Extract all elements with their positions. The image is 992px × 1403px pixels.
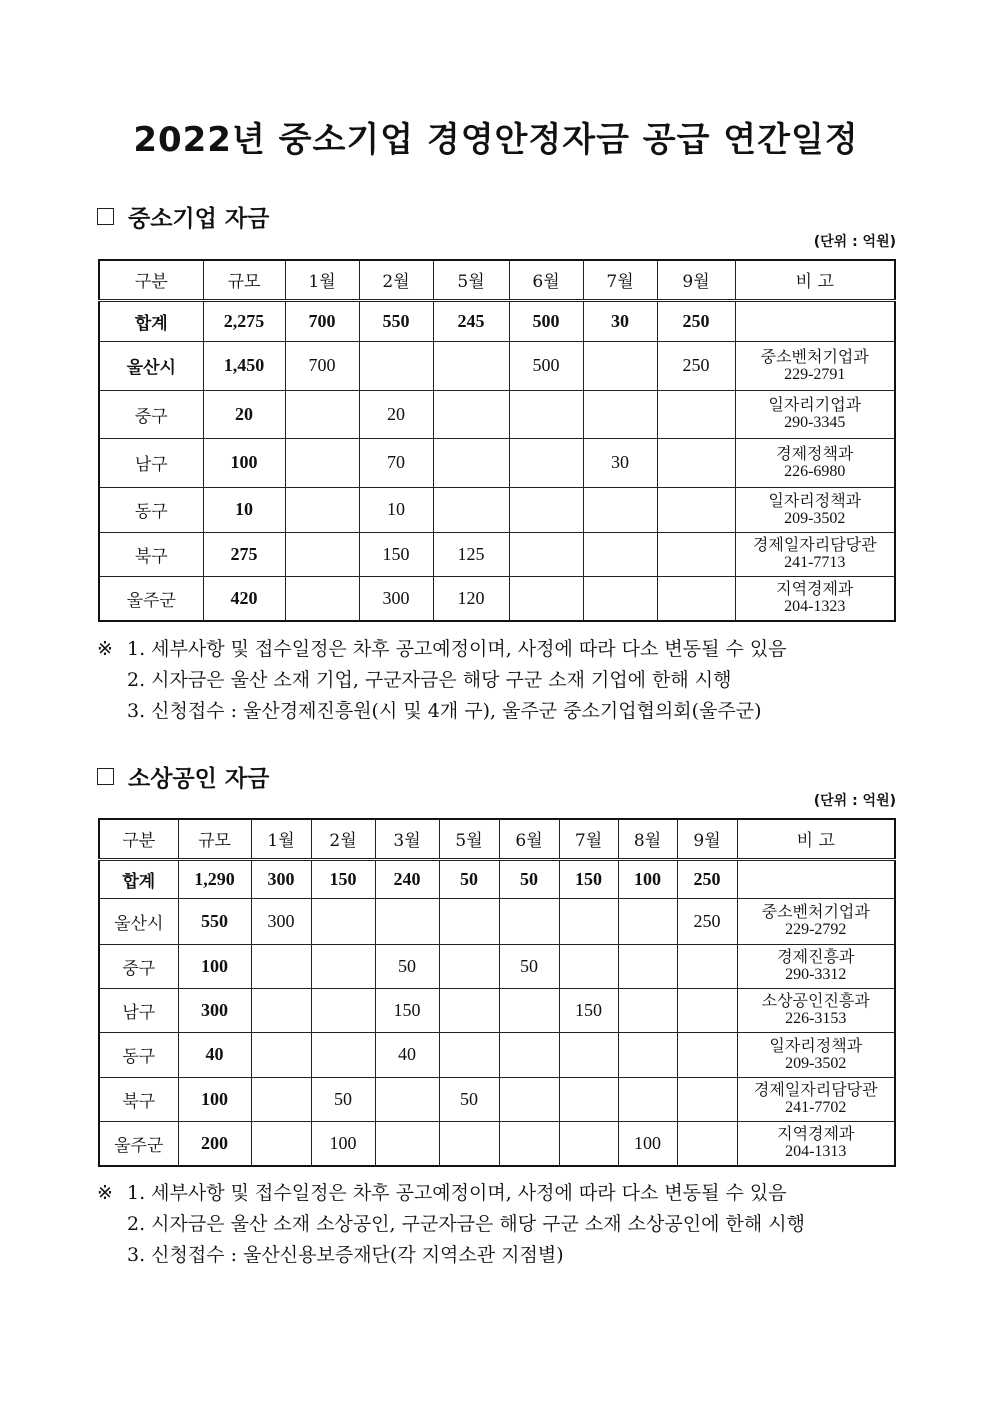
amount-cell [439,988,499,1032]
sme-fund-table [98,259,896,622]
table-row [99,1121,895,1166]
note-indent [97,1209,127,1240]
note-line [97,634,897,665]
column-header: 규모 [203,260,285,300]
column-header: 규모 [178,819,251,859]
table-row [99,1077,895,1121]
amount-cell: 30 [583,438,657,487]
phone-number: 209-3502 [785,1054,847,1072]
amount-cell [618,1032,677,1077]
amount-cell [251,988,311,1032]
amount-cell: 20 [203,390,285,438]
remark-cell [735,532,895,576]
amount-cell: 500 [509,300,583,341]
table-row [99,390,895,438]
amount-cell [657,390,735,438]
column-header: 7월 [559,819,618,859]
amount-cell: 250 [677,898,737,944]
amount-cell: 1,450 [203,341,285,390]
phone-number: 290-3312 [785,966,847,983]
table-row [99,1032,895,1077]
table-row [99,944,895,988]
amount-cell: 50 [311,1077,375,1121]
total-row [99,859,895,898]
row-label: 북구 [99,1077,178,1121]
amount-cell: 550 [178,898,251,944]
department-name: 일자리정책과 [769,1035,863,1055]
amount-cell: 10 [359,487,433,532]
amount-cell: 300 [359,576,433,621]
row-label: 울산시 [99,898,178,944]
checkbox-square-icon [97,208,114,225]
amount-cell [559,1077,618,1121]
amount-cell [285,487,359,532]
amount-cell [657,487,735,532]
amount-cell [583,576,657,621]
amount-cell [433,341,509,390]
amount-cell: 275 [203,532,285,576]
amount-cell [559,1121,618,1166]
column-header: 9월 [677,819,737,859]
amount-cell: 100 [203,438,285,487]
amount-cell: 250 [677,859,737,898]
column-header: 9월 [657,260,735,300]
amount-cell [499,1121,559,1166]
amount-cell [677,1077,737,1121]
note-mark: ※ [97,638,113,660]
department-name: 일자리기업과 [768,395,862,414]
amount-cell: 125 [433,532,509,576]
amount-cell: 150 [559,859,618,898]
amount-cell [509,487,583,532]
column-header: 2월 [311,819,375,859]
row-label: 동구 [99,487,203,532]
amount-cell [499,1077,559,1121]
amount-cell [251,1121,311,1166]
table-row [99,341,895,390]
amount-cell [559,898,618,944]
amount-cell [285,532,359,576]
amount-cell: 1,290 [178,859,251,898]
phone-number: 241-7713 [784,554,846,571]
amount-cell [251,944,311,988]
amount-cell [439,1121,499,1166]
remark-cell [735,390,895,438]
amount-cell: 150 [359,532,433,576]
amount-cell: 420 [203,576,285,621]
amount-cell: 100 [178,944,251,988]
section-heading-text: 중소기업 자금 [128,206,270,232]
remark-cell [737,898,895,944]
unit-label: (단위 : 억원) [813,234,896,250]
amount-cell: 700 [285,341,359,390]
amount-cell [618,988,677,1032]
amount-cell [499,1032,559,1077]
amount-cell [433,487,509,532]
column-header: 비 고 [735,260,895,300]
column-header: 7월 [583,260,657,300]
amount-cell [311,944,375,988]
amount-cell: 300 [178,988,251,1032]
phone-number: 204-1323 [784,598,846,616]
section-heading-sme [97,200,269,233]
phone-number: 229-2791 [784,365,846,383]
phone-number: 209-3502 [784,509,846,527]
page-title: 2022년 중소기업 경영안정자금 공급 연간일정 [133,120,859,160]
phone-number: 226-6980 [784,462,846,480]
department-name: 경제정책과 [776,443,854,463]
amount-cell [677,944,737,988]
amount-cell [559,944,618,988]
amount-cell [657,532,735,576]
amount-cell [509,532,583,576]
row-label: 남구 [99,438,203,487]
note-text: 3. 신청접수 : 울산경제진흥원(시 및 4개 구), 울주군 중소기업협의회(울주군) [127,700,762,722]
amount-cell [499,898,559,944]
amount-cell [439,898,499,944]
unit-label: (단위 : 억원) [813,793,896,809]
remark-cell [735,576,895,621]
remark-cell [737,859,895,898]
row-label: 동구 [99,1032,178,1077]
amount-cell [583,487,657,532]
note-text: 2. 시자금은 울산 소재 기업, 구군자금은 해당 구군 소재 기업에 한해 시행 [127,669,732,691]
phone-number: 204-1313 [785,1143,847,1161]
amount-cell [657,576,735,621]
amount-cell: 50 [499,944,559,988]
amount-cell: 150 [375,988,439,1032]
remark-cell [735,487,895,532]
total-row [99,300,895,341]
note-indent [97,1240,127,1271]
table-row [99,532,895,576]
amount-cell [677,1032,737,1077]
table-row [99,576,895,621]
amount-cell: 300 [251,898,311,944]
amount-cell [359,341,433,390]
amount-cell: 100 [618,1121,677,1166]
amount-cell: 550 [359,300,433,341]
checkbox-square-icon [97,768,114,785]
amount-cell [583,341,657,390]
amount-cell: 40 [375,1032,439,1077]
amount-cell [559,1032,618,1077]
remark-cell [737,988,895,1032]
department-name: 경제일자리담당관 [753,1080,878,1099]
row-label: 합계 [99,859,178,898]
column-header: 1월 [251,819,311,859]
amount-cell: 10 [203,487,285,532]
remark-cell [735,341,895,390]
column-header: 1월 [285,260,359,300]
department-name: 일자리정책과 [768,490,862,510]
amount-cell: 70 [359,438,433,487]
phone-number: 229-2792 [785,921,847,938]
note-line [97,665,897,696]
column-header: 5월 [433,260,509,300]
amount-cell [677,1121,737,1166]
note-text: 3. 신청접수 : 울산신용보증재단(각 지역소관 지점별) [127,1244,564,1266]
column-header: 2월 [359,260,433,300]
amount-cell [657,438,735,487]
department-name: 지역경제과 [776,579,854,599]
amount-cell: 100 [178,1077,251,1121]
amount-cell [311,988,375,1032]
section-heading-text: 소상공인 자금 [128,766,270,792]
amount-cell [509,576,583,621]
amount-cell [375,898,439,944]
amount-cell [251,1077,311,1121]
section-heading-small-business [97,760,269,793]
amount-cell: 250 [657,300,735,341]
row-label: 울주군 [99,1121,178,1166]
amount-cell: 500 [509,341,583,390]
amount-cell [311,1032,375,1077]
department-name: 중소벤처기업과 [760,346,869,366]
column-header: 6월 [509,260,583,300]
amount-cell [509,390,583,438]
department-name: 경제진흥과 [777,947,855,966]
note-text: 2. 시자금은 울산 소재 소상공인, 구군자금은 해당 구군 소재 소상공인에 한해 시행 [127,1213,805,1235]
row-label: 합계 [99,300,203,341]
amount-cell [285,390,359,438]
department-name: 소상공인진흥과 [761,991,870,1010]
remark-cell [737,944,895,988]
note-text: 1. 세부사항 및 접수일정은 차후 공고예정이며, 사정에 따라 다소 변동될 수 있음 [127,1182,787,1204]
amount-cell: 300 [251,859,311,898]
department-name: 경제일자리담당관 [752,535,877,554]
amount-cell: 50 [499,859,559,898]
amount-cell: 700 [285,300,359,341]
amount-cell [285,438,359,487]
table-row [99,988,895,1032]
amount-cell: 2,275 [203,300,285,341]
note-line [97,1178,897,1209]
amount-cell: 120 [433,576,509,621]
remark-cell [737,1077,895,1121]
row-label: 중구 [99,390,203,438]
amount-cell [618,944,677,988]
amount-cell [433,390,509,438]
row-label: 울주군 [99,576,203,621]
column-header: 6월 [499,819,559,859]
column-header: 3월 [375,819,439,859]
column-header: 5월 [439,819,499,859]
column-header: 8월 [618,819,677,859]
amount-cell [375,1077,439,1121]
column-header: 구분 [99,260,203,300]
amount-cell: 50 [375,944,439,988]
department-name: 중소벤처기업과 [761,902,870,921]
remark-cell [737,1121,895,1166]
amount-cell [251,1032,311,1077]
table-row [99,898,895,944]
amount-cell: 250 [657,341,735,390]
amount-cell: 20 [359,390,433,438]
column-header: 구분 [99,819,178,859]
table-header-row [99,819,895,859]
remark-cell [737,1032,895,1077]
amount-cell [583,390,657,438]
amount-cell [499,988,559,1032]
remark-cell [735,300,895,341]
amount-cell: 40 [178,1032,251,1077]
amount-cell [285,576,359,621]
phone-number: 226-3153 [785,1010,847,1027]
amount-cell: 245 [433,300,509,341]
small-business-fund-table [98,818,896,1167]
note-indent [97,665,127,696]
amount-cell [433,438,509,487]
note-mark: ※ [97,1182,113,1204]
row-label: 중구 [99,944,178,988]
phone-number: 290-3345 [784,414,846,431]
note-line [97,1209,897,1240]
row-label: 남구 [99,988,178,1032]
amount-cell: 50 [439,1077,499,1121]
note-line [97,1240,897,1271]
department-name: 지역경제과 [777,1124,855,1144]
amount-cell: 50 [439,859,499,898]
note-line [97,696,897,727]
amount-cell: 150 [311,859,375,898]
note-text: 1. 세부사항 및 접수일정은 차후 공고예정이며, 사정에 따라 다소 변동될 수 있음 [127,638,787,660]
phone-number: 241-7702 [785,1099,847,1116]
amount-cell: 240 [375,859,439,898]
amount-cell [677,988,737,1032]
table-row [99,487,895,532]
table-row [99,438,895,487]
table-header-row [99,260,895,300]
amount-cell [618,898,677,944]
amount-cell: 30 [583,300,657,341]
column-header: 비 고 [737,819,895,859]
amount-cell [311,898,375,944]
amount-cell [375,1121,439,1166]
amount-cell: 100 [618,859,677,898]
row-label: 북구 [99,532,203,576]
note-indent [97,696,127,727]
amount-cell: 100 [311,1121,375,1166]
amount-cell [439,944,499,988]
sme-notes [97,634,897,727]
amount-cell: 150 [559,988,618,1032]
small-business-notes [97,1178,897,1271]
amount-cell [509,438,583,487]
amount-cell [583,532,657,576]
remark-cell [735,438,895,487]
amount-cell: 200 [178,1121,251,1166]
amount-cell [439,1032,499,1077]
row-label: 울산시 [99,341,203,390]
amount-cell [618,1077,677,1121]
